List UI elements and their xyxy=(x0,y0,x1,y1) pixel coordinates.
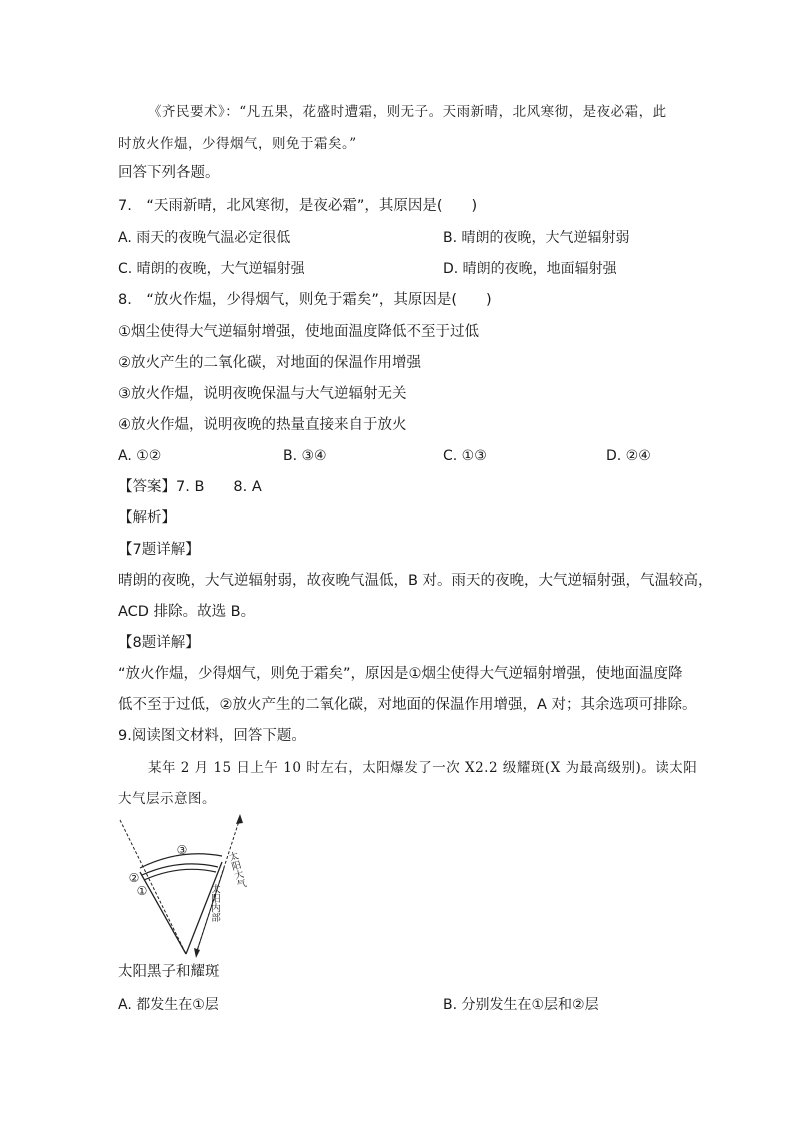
q8-detail-title: 【8题详解】 xyxy=(118,635,200,651)
q7-detail-title: 【7题详解】 xyxy=(118,542,200,558)
solar-atmosphere-diagram xyxy=(112,812,252,962)
left-dashed-boundary xyxy=(120,820,186,954)
q8-statement-2: ②放火产生的二氧化碳，对地面的保温作用增强 xyxy=(118,355,421,371)
q8-statement-4: ④放火作煴，说明夜晚的热量直接来自于放火 xyxy=(118,417,407,433)
q9-stem: 9.阅读图文材料，回答下题。 xyxy=(118,728,306,744)
passage-line-1: 《齐民要术》：“凡五果，花盛时遭霜，则无子。天雨新晴，北风寒彻，是夜必霜，此 xyxy=(148,104,667,120)
label-layer-1: ① xyxy=(136,884,148,898)
arc-layer-2-inner xyxy=(144,869,216,880)
q9-option-b: B. 分别发生在①层和②层 xyxy=(443,997,599,1013)
q8-option-d: D. ②④ xyxy=(606,448,651,464)
q7-stem: 7. “天雨新晴，北风寒彻，是夜必霜”，其原因是( ) xyxy=(118,198,478,214)
q8-detail-line-2: 低不至于过低，②放火产生的二氧化碳，对地面的保温作用增强，A 对；其余选项可排除。 xyxy=(118,697,697,713)
outer-label: 太阳大气 xyxy=(225,850,247,891)
q9-material-line-2: 大气层示意图。 xyxy=(118,791,216,807)
label-layer-3: ③ xyxy=(176,843,188,857)
q8-statement-3: ③放火作煴，说明夜晚保温与大气逆辐射无关 xyxy=(118,386,407,402)
q9-option-a: A. 都发生在①层 xyxy=(118,997,219,1013)
prompt-text: 回答下列各题。 xyxy=(118,165,220,181)
q8-stem: 8. “放火作煴，少得烟气，则免于霜矣”，其原因是( ) xyxy=(118,292,492,308)
inner-arrow-head xyxy=(194,948,200,958)
q9-material-line-1: 某年 2 月 15 日上午 10 时左右，太阳爆发了一次 X2.2 级耀斑(X 为最高级别)。读太阳 xyxy=(148,760,698,776)
answer-label: 【答案】 xyxy=(118,479,176,495)
q7-option-c: C. 晴朗的夜晚，大气逆辐射强 xyxy=(118,261,305,277)
q9-sub-stem: 太阳黑子和耀斑 xyxy=(118,964,220,980)
q7-option-a: A. 雨天的夜晚气温必定很低 xyxy=(118,230,291,246)
passage-line-2: 时放火作煴，少得烟气，则免于霜矣。” xyxy=(118,136,357,152)
answer-row xyxy=(118,477,262,497)
q8-option-c: C. ①③ xyxy=(443,448,487,464)
q7-option-b: B. 晴朗的夜晚，大气逆辐射弱 xyxy=(443,230,630,246)
label-layer-2: ② xyxy=(128,871,140,885)
wedge-right-edge xyxy=(186,862,222,954)
answer-text: 7. B 8. A xyxy=(176,479,262,495)
q7-detail-line-2: ACD 排除。故选 B。 xyxy=(118,604,256,620)
q7-option-d: D. 晴朗的夜晚，地面辐射强 xyxy=(443,261,617,277)
q8-option-b: B. ③④ xyxy=(283,448,327,464)
inner-label: 太阳内部 xyxy=(182,884,220,895)
q7-detail-line-1: 晴朗的夜晚，大气逆辐射弱，故夜晚气温低，B 对。雨天的夜晚，大气逆辐射强，气温较高， xyxy=(118,573,713,589)
q8-statement-1: ①烟尘使得大气逆辐射增强，使地面温度降低不至于过低 xyxy=(118,324,479,340)
right-arrow-head-top xyxy=(236,814,243,824)
analysis-label: 【解析】 xyxy=(118,510,176,526)
inner-arrow xyxy=(196,868,224,954)
q8-detail-line-1: “放火作煴，少得烟气，则免于霜矣”，原因是①烟尘使得大气逆辐射增强，使地面温度降 xyxy=(118,666,683,682)
q8-option-a: A. ①② xyxy=(118,448,162,464)
